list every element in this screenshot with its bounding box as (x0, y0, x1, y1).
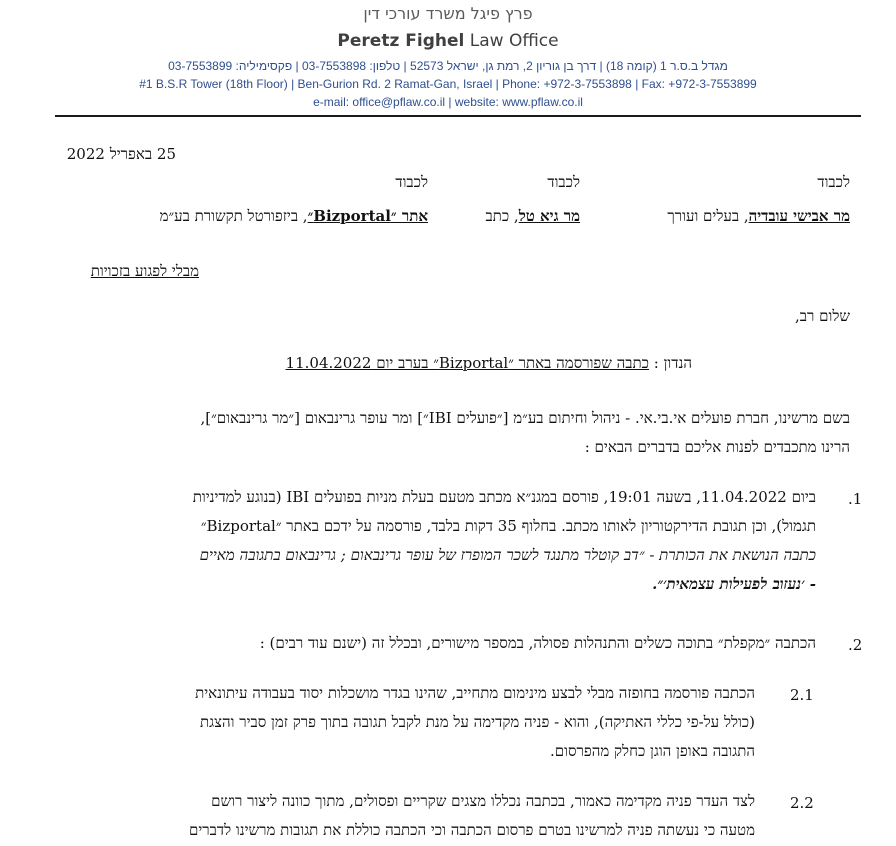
letterhead-divider (55, 115, 861, 117)
item-1-number: .1 (848, 490, 863, 508)
item-2-2-paragraph (45, 787, 755, 845)
item-1-line-3: כתבה הנושאת את הכותרת - ״דב קוטלר מתנגד לשכר המופרז של עופר גרינבאום ; גרינבאום בתגובה מאיים (199, 546, 816, 564)
recipient-2-to: לכבוד (547, 173, 580, 191)
letterhead-english-name-bold: Peretz Fighel (337, 31, 465, 51)
intro-line-2: הרינו מתכבדים לפנות אליכם בדברים הבאים : (584, 438, 850, 456)
recipient-2-name: מר גיא טל (518, 207, 580, 225)
item-2-1-paragraph (45, 679, 755, 766)
recipient-1-to: לכבוד (817, 173, 850, 191)
recipient-2-role: , כתב (485, 207, 519, 225)
without-prejudice-note: מבלי לפגוע בזכויות (90, 262, 199, 280)
recipient-2 (485, 207, 580, 226)
item-2-1-line-2: (כולל על-פי כללי האתיקה), והוא - פניה מקדימה על מנת לקבל תגובה בתוך פרק זמן סביר והצגת (200, 713, 755, 731)
item-2-2-number: 2.2 (790, 794, 814, 812)
item-1-paragraph (46, 483, 816, 599)
letterhead-address-hebrew: מגדל ב.ס.ר 1 (קומה 18) | דרך בן גוריון 2, רמת גן, ישראל 52573 | טלפון: 03-7553898 | פקסימיליה: 03-7553899 (168, 59, 728, 73)
intro-line-1: בשם מרשינו, חברת פועלים אי.בי.אי. - ניהול וחיתום בע״מ [״פועלים IBI״] ומר עופר גרינבאום [״מר גרינבאום״], (200, 409, 850, 427)
item-1-line-2: תגמול), וכן תגובת הדירקטוריון לאותו מכתב. בחלוף 35 דקות בלבד, פורסמה על ידכם באתר ״Bizportal״ (200, 517, 816, 535)
item-2-2-line-1: לצד העדר פניה מקדימה כאמור, בכתבה נכללו מצגים שקריים ופסולים, מתוך כוונה ליצור רושם (211, 792, 755, 810)
letterhead-contact: e-mail: office@pflaw.co.il | website: www.pflaw.co.il (313, 95, 583, 109)
item-1-line-4: - ׳נעזוב לפעילות עצמאית׳״. (652, 575, 816, 593)
item-2-paragraph (46, 629, 816, 658)
item-2-1-number: 2.1 (790, 686, 814, 704)
letterhead-address-english: #1 B.S.R Tower (18th Floor) | Ben-Gurion Rd. 2 Ramat-Gan, Israel | Phone: +972-3-7553898 | Fax: +972-3-7553899 (139, 77, 757, 91)
letterhead-english-name-rest: Law Office (464, 31, 559, 51)
intro-paragraph (40, 404, 850, 462)
recipient-3 (160, 207, 428, 226)
item-2-1-line-3: התגובה באופן הוגן כחלק מהפרסום. (550, 742, 755, 760)
recipient-1 (667, 207, 850, 226)
letterhead-hebrew-name: פרץ פיגל משרד עורכי דין (363, 4, 533, 23)
item-2-1-line-1: הכתבה פורסמה בחופזה מבלי לבצע מינימום מתחייב, שהינו בגדר מושכלות יסוד בעבודה עיתונאית (195, 684, 755, 702)
recipient-3-role: , ביזפורטל תקשורת בע״מ (159, 207, 308, 225)
greeting: שלום רב, (795, 307, 850, 325)
recipient-1-name: מר אבישי עובדיה (748, 207, 850, 225)
item-2-number: .2 (848, 636, 863, 654)
item-2-2-line-2: מטעה כי נעשתה פניה למרשינו בטרם פרסום הכתבה וכי הכתבה כוללת את תגובות מרשינו לדברים (188, 821, 755, 839)
subject-line (286, 354, 692, 373)
subject-text: כתבה שפורסמה באתר ״Bizportal״ בערב יום 11.04.2022 (285, 354, 650, 372)
recipient-1-role: , בעלים ועורך (667, 207, 749, 225)
recipient-3-to: לכבוד (395, 173, 428, 191)
recipient-3-name: אתר ״Bizportal״ (307, 207, 428, 225)
letter-date: 25 באפריל 2022 (66, 145, 176, 163)
item-2-line-1: הכתבה ״מקפלת״ בתוכה כשלים והתנהלות פסולה, במספר מישורים, ובכלל זה (ישנם עוד רבים) : (259, 634, 816, 652)
subject-label: הנדון : (649, 354, 692, 372)
letterhead-english-name (0, 31, 896, 51)
item-1-line-1: ביום 11.04.2022, בשעה 19:01, פורסם במגנ״א מכתב מטעם בעלת מניות בפועלים IBI (בנוגע למדיניות (192, 488, 816, 506)
